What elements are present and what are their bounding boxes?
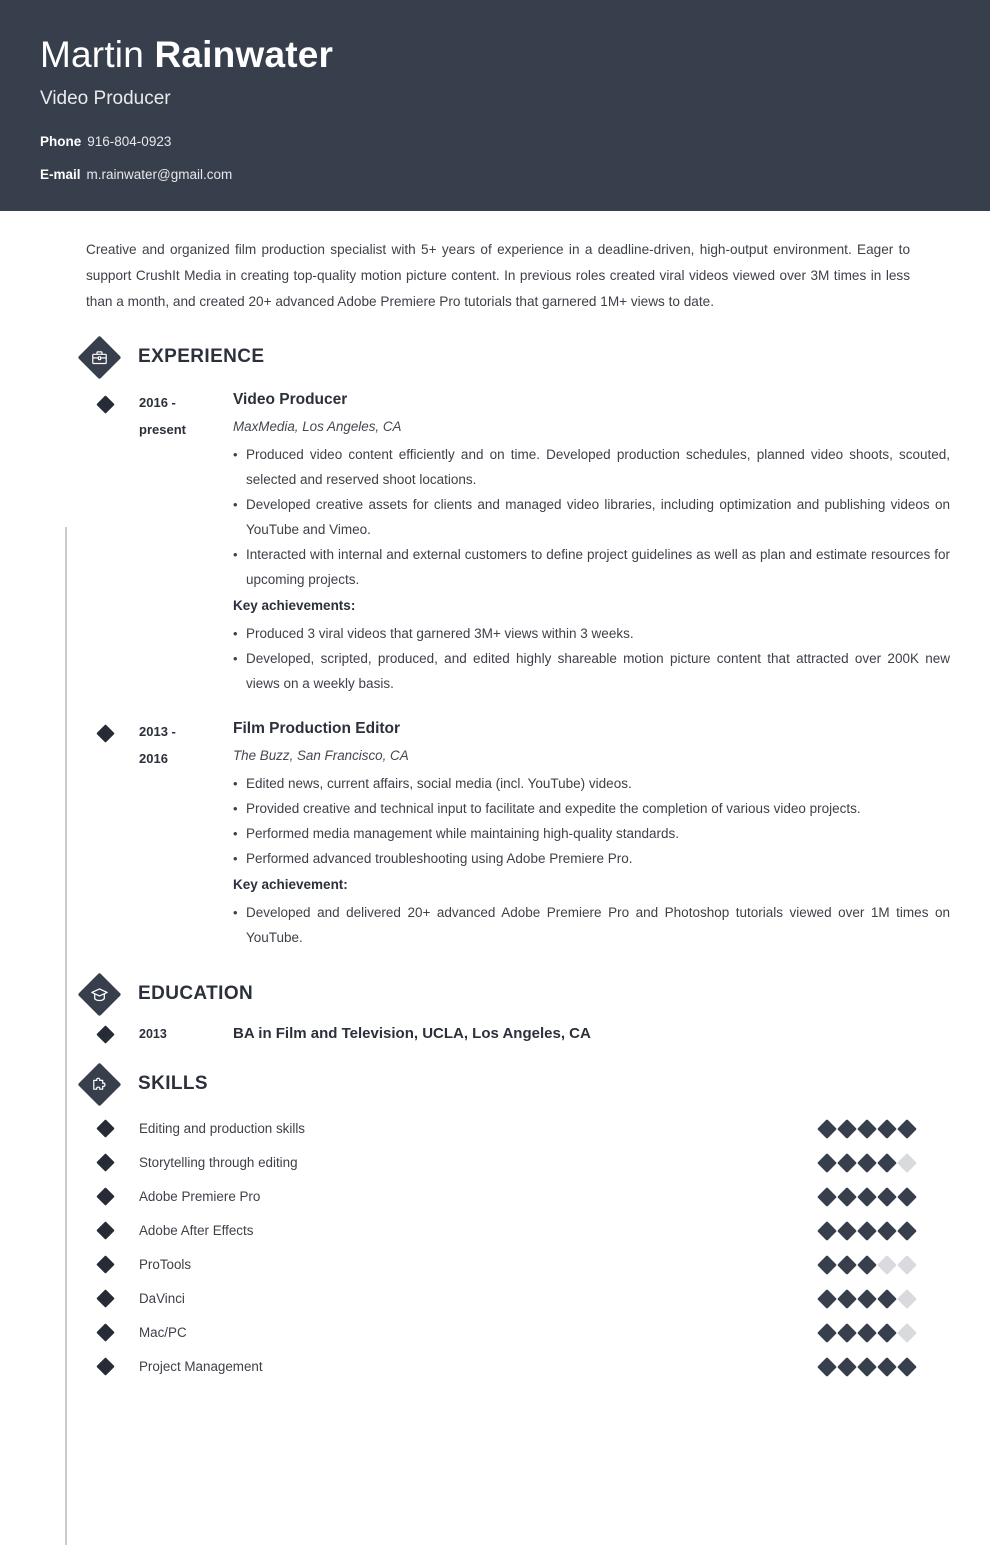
rating-diamond-on (817, 1187, 837, 1207)
list-item: • Edited news, current affairs, social media (incl. YouTube) videos. (233, 771, 950, 796)
key-achievement-label: Key achievement: (233, 877, 348, 892)
key-achievements-label: Key achievements: (233, 598, 356, 613)
skill-name: Editing and production skills (139, 1121, 305, 1136)
timeline-diamond-marker (96, 1323, 114, 1341)
experience-entry-points (233, 771, 950, 871)
rating-diamond-on (877, 1221, 897, 1241)
experience-date-line2: present (139, 422, 186, 437)
list-item: • Performed media management while maintaining high-quality standards. (233, 821, 950, 846)
timeline-diamond-marker (96, 1025, 114, 1043)
skill-rating (820, 1360, 914, 1374)
spacer (40, 696, 950, 718)
rating-diamond-on (817, 1221, 837, 1241)
education-entry-text: BA in Film and Television, UCLA, Los Angeles, CA (233, 1025, 591, 1042)
puzzle-piece-icon (78, 1062, 122, 1106)
experience-entry-title: Video Producer (233, 391, 348, 408)
skill-rating (820, 1258, 914, 1272)
contact-email-label: E-mail (40, 167, 81, 182)
rating-diamond-on (877, 1187, 897, 1207)
summary-paragraph: Creative and organized film production specialist with 5+ years of experience in a deadline-driven, high-output environment. Eager to support CrushIt Media in creating top-quality motion picture content. In previous roles created viral videos viewed over 3M times in less than a month, and created 20+ advanced Adobe Premiere Pro tutorials that garnered 1M+ views to date. (86, 242, 910, 309)
timeline-diamond-marker (96, 1255, 114, 1273)
list-item: • Developed creative assets for clients and managed video libraries, including optimization and publishing videos on YouTube and Vimeo. (233, 492, 950, 542)
skill-row (40, 1112, 950, 1146)
rating-diamond-on (817, 1323, 837, 1343)
rating-diamond-on (837, 1255, 857, 1275)
experience-date-line1: 2013 - (139, 724, 176, 739)
first-name: Martin (40, 34, 144, 75)
list-item: • Produced 3 viral videos that garnered 3M+ views within 3 weeks. (233, 621, 950, 646)
timeline-diamond-marker (96, 1153, 114, 1171)
briefcase-icon (78, 335, 122, 379)
experience-entry-company: The Buzz, San Francisco, CA (233, 748, 409, 763)
timeline-diamond-marker (96, 395, 114, 413)
page-title (40, 32, 950, 78)
list-item: • Developed and delivered 20+ advanced Adobe Premiere Pro and Photoshop tutorials viewed over 1M times on YouTube. (233, 900, 950, 950)
skill-rating (820, 1292, 914, 1306)
rating-diamond-on (877, 1153, 897, 1173)
rating-diamond-on (877, 1323, 897, 1343)
experience-entry-body (233, 718, 950, 950)
rating-diamond-off (897, 1323, 917, 1343)
skill-name: Project Management (139, 1359, 263, 1374)
list-item: • Produced video content efficiently and on time. Developed production schedules, planned video shoots, scouted, selected and reserved shoot locations. (233, 442, 950, 492)
section-title-education: EDUCATION (138, 983, 254, 1004)
skill-name: Mac/PC (139, 1325, 187, 1340)
timeline-diamond-marker (96, 1221, 114, 1239)
rating-diamond-off (897, 1255, 917, 1275)
section-title-skills: SKILLS (138, 1073, 208, 1094)
rating-diamond-on (817, 1153, 837, 1173)
rating-diamond-on (837, 1119, 857, 1139)
timeline-diamond-marker (96, 1119, 114, 1137)
education-entry (40, 1022, 950, 1046)
skills-list (40, 1112, 950, 1384)
contact-email (40, 165, 950, 185)
skill-rating (820, 1326, 914, 1340)
experience-date-line2: 2016 (139, 751, 168, 766)
timeline-diamond-marker (96, 1289, 114, 1307)
rating-diamond-on (897, 1221, 917, 1241)
skill-row (40, 1282, 950, 1316)
rating-diamond-off (897, 1153, 917, 1173)
rating-diamond-off (897, 1289, 917, 1309)
experience-entry-body (233, 389, 950, 696)
experience-entry-date (139, 718, 233, 950)
contact-phone (40, 132, 950, 152)
experience-entry (40, 389, 950, 696)
timeline-diamond-marker (96, 1357, 114, 1375)
experience-entry (40, 718, 950, 950)
experience-date-line1: 2016 - (139, 395, 176, 410)
experience-entry-achievements (233, 900, 950, 950)
skill-row (40, 1316, 950, 1350)
rating-diamond-on (857, 1323, 877, 1343)
contact-email-value[interactable]: m.rainwater@gmail.com (86, 167, 233, 182)
education-entry-date: 2013 (139, 1027, 167, 1041)
skill-row (40, 1248, 950, 1282)
contact-phone-value[interactable]: 916-804-0923 (87, 134, 172, 149)
rating-diamond-on (877, 1289, 897, 1309)
rating-diamond-on (837, 1357, 857, 1377)
rating-diamond-on (877, 1357, 897, 1377)
rating-diamond-on (857, 1221, 877, 1241)
timeline-diamond-marker (96, 724, 114, 742)
graduation-cap-icon (78, 972, 122, 1016)
last-name: Rainwater (154, 34, 334, 75)
contact-list (40, 132, 950, 185)
rating-diamond-on (817, 1119, 837, 1139)
skill-rating (820, 1122, 914, 1136)
rating-diamond-off (877, 1255, 897, 1275)
rating-diamond-on (857, 1187, 877, 1207)
rating-diamond-on (837, 1289, 857, 1309)
skill-name: ProTools (139, 1257, 192, 1272)
rating-diamond-on (857, 1119, 877, 1139)
experience-entry-title: Film Production Editor (233, 720, 401, 737)
list-item: • Developed, scripted, produced, and edited highly shareable motion picture content that attracted over 200K new views on a weekly basis. (233, 646, 950, 696)
skill-rating (820, 1190, 914, 1204)
rating-diamond-on (857, 1357, 877, 1377)
timeline-diamond-marker (96, 1187, 114, 1205)
list-item: • Interacted with internal and external customers to define project guidelines as well as plan and estimate resources for upcoming projects. (233, 542, 950, 592)
skill-rating (820, 1156, 914, 1170)
rating-diamond-on (817, 1357, 837, 1377)
rating-diamond-on (897, 1119, 917, 1139)
rating-diamond-on (897, 1187, 917, 1207)
rating-diamond-on (837, 1221, 857, 1241)
rating-diamond-on (837, 1187, 857, 1207)
rating-diamond-on (897, 1357, 917, 1377)
list-item: • Provided creative and technical input to facilitate and expedite the completion of various video projects. (233, 796, 950, 821)
rating-diamond-on (857, 1255, 877, 1275)
skill-name: Adobe Premiere Pro (139, 1189, 261, 1204)
skill-rating (820, 1224, 914, 1238)
header-job-title: Video Producer (40, 88, 171, 109)
experience-entry-points (233, 442, 950, 592)
resume-body (0, 211, 990, 1384)
skill-row (40, 1350, 950, 1384)
skill-row (40, 1180, 950, 1214)
rating-diamond-on (837, 1323, 857, 1343)
experience-entry-date (139, 389, 233, 696)
experience-entry-achievements (233, 621, 950, 696)
section-header-education (40, 972, 950, 1016)
skill-name: DaVinci (139, 1291, 185, 1306)
rating-diamond-on (817, 1255, 837, 1275)
experience-entry-company: MaxMedia, Los Angeles, CA (233, 419, 402, 434)
rating-diamond-on (837, 1153, 857, 1173)
section-header-experience (40, 335, 950, 379)
rating-diamond-on (877, 1119, 897, 1139)
section-header-skills (40, 1062, 950, 1106)
skill-row (40, 1146, 950, 1180)
skill-name: Adobe After Effects (139, 1223, 254, 1238)
resume-header (0, 0, 990, 211)
rating-diamond-on (817, 1289, 837, 1309)
contact-phone-label: Phone (40, 134, 82, 149)
rating-diamond-on (857, 1153, 877, 1173)
section-title-experience: EXPERIENCE (138, 346, 265, 367)
rating-diamond-on (857, 1289, 877, 1309)
skill-row (40, 1214, 950, 1248)
list-item: • Performed advanced troubleshooting using Adobe Premiere Pro. (233, 846, 950, 871)
skill-name: Storytelling through editing (139, 1155, 298, 1170)
